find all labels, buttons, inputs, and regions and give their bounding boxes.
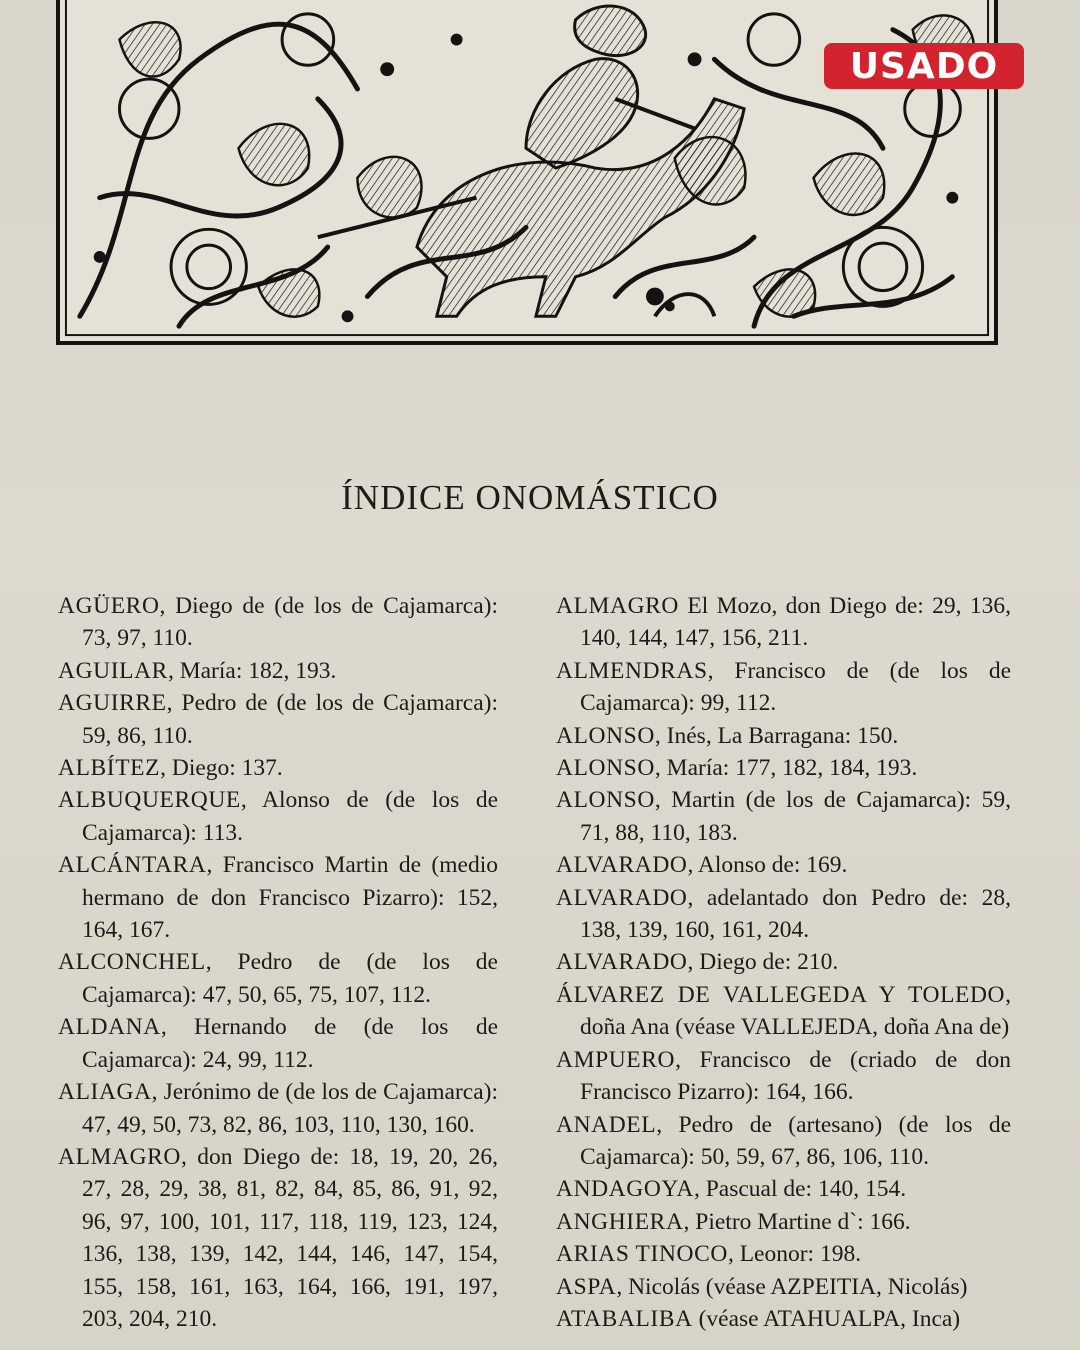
index-entry	[58, 1141, 498, 1335]
entry-surname: ALCONCHEL	[58, 949, 206, 976]
index-entry	[58, 849, 498, 946]
entry-surname: ASPA	[556, 1273, 617, 1300]
entry-surname: ALONSO	[556, 755, 655, 782]
entry-surname: ANGHIERA	[556, 1208, 684, 1235]
entry-surname: ALMAGRO	[58, 1143, 182, 1170]
page-title: ÍNDICE ONOMÁSTICO	[341, 478, 719, 517]
index-entry	[556, 1109, 1011, 1174]
entry-surname: AMPUERO	[556, 1046, 676, 1073]
entry-details: , Nicolás (véase AZPEITIA, Nicolás)	[616, 1273, 968, 1300]
index-entry	[556, 979, 1011, 1044]
index-entry	[556, 946, 1011, 978]
entry-details: , doña Ana (véase VALLEJEDA, doña Ana de)	[580, 981, 1011, 1041]
used-condition-badge: USADO	[824, 43, 1024, 89]
entry-details: , Jerónimo de (de los de Cajamarca): 47, 49, 50, 73, 82, 86, 103, 110, 130, 160.	[82, 1079, 498, 1138]
entry-details: , Pietro Martine d`: 166.	[683, 1208, 911, 1235]
index-entry	[556, 849, 1011, 881]
entry-details: , Diego: 137.	[160, 755, 283, 782]
index-column-right	[556, 590, 1011, 1335]
index-entry	[556, 1206, 1011, 1238]
entry-surname: ALDANA	[58, 1014, 161, 1041]
index-entry	[556, 752, 1011, 784]
entry-details: , María: 182, 193.	[167, 657, 337, 684]
entry-surname: AGÜERO	[58, 593, 160, 619]
index-entry	[556, 1238, 1011, 1270]
entry-details: , Diego de: 210.	[687, 949, 839, 976]
entry-details: , Alonso de (de los de Cajamarca): 113.	[82, 787, 498, 846]
entry-details: , Francisco Martin de (medio hermano de don Francisco Pizarro): 152, 164, 167.	[82, 852, 498, 944]
entry-details: , Alonso de: 169.	[687, 852, 848, 879]
entry-details: , María: 177, 182, 184, 193.	[654, 755, 918, 782]
entry-details: , Hernando de (de los de Cajamarca): 24, 99, 112.	[82, 1014, 498, 1073]
entry-surname: ALBUQUERQUE	[58, 787, 241, 814]
entry-details: , Pedro de (de los de Cajamarca): 59, 86, 110.	[82, 690, 498, 749]
entry-details: , Leonor: 198.	[727, 1241, 862, 1268]
entry-surname: ALVARADO	[556, 949, 688, 976]
index-entry	[556, 590, 1011, 655]
entry-surname: ALVARADO	[556, 884, 688, 911]
index-entry	[58, 687, 498, 752]
entry-surname: AGUILAR	[58, 657, 168, 684]
index-entry	[556, 720, 1011, 752]
entry-surname: ALONSO	[556, 722, 655, 749]
entry-surname: ALMENDRAS	[556, 657, 708, 684]
index-entry	[58, 946, 498, 1011]
entry-surname: ALMAGRO	[556, 593, 680, 619]
entry-details: , Francisco de (criado de don Francisco Pizarro): 164, 166.	[580, 1046, 1011, 1106]
entry-details: , Martin (de los de Cajamarca): 59, 71, 88, 110, 183.	[580, 787, 1011, 846]
entry-surname: ALIAGA	[58, 1079, 152, 1106]
entry-details: , don Diego de: 18, 19, 20, 26, 27, 28, 29, 38, 81, 82, 84, 85, 86, 91, 92, 96, 97, 100, 101, 117, 118, 119, 123, 124, 136, 138, 139, 142, 144, 146, 147, 154, 155, 158, 161, 163, 164, 166, 191, 197, 203, 204, 210.	[82, 1143, 498, 1332]
entry-surname: ÁLVAREZ DE VALLEGEDA Y TOLEDO	[556, 981, 1006, 1008]
index-entry	[58, 1011, 498, 1076]
entry-surname: ANDAGOYA	[556, 1176, 694, 1203]
entry-details: , Diego de (de los de Cajamarca): 73, 97, 110.	[82, 593, 498, 652]
entry-details: , Francisco de (de los de Cajamarca): 99, 112.	[580, 657, 1011, 717]
index-entry	[556, 1271, 1011, 1303]
index-column-left	[58, 590, 498, 1335]
entry-surname: ANADEL	[556, 1111, 657, 1138]
index-entry	[58, 784, 498, 849]
index-entry	[556, 1044, 1011, 1109]
entry-details: , Pedro de (de los de Cajamarca): 47, 50, 65, 75, 107, 112.	[82, 949, 498, 1008]
index-entry	[556, 1173, 1011, 1205]
index-entry	[58, 752, 498, 784]
entry-surname: ALBÍTEZ	[58, 755, 161, 782]
index-entry	[58, 655, 498, 687]
entry-details: (véase ATAHUALPA, Inca)	[692, 1305, 961, 1332]
entry-details: , Pascual de: 140, 154.	[693, 1176, 907, 1203]
entry-surname: ARIAS TINOCO	[556, 1241, 728, 1268]
entry-details: , adelantado don Pedro de: 28, 138, 139, 160, 161, 204.	[580, 884, 1011, 944]
index-entry	[556, 882, 1011, 947]
entry-details: , Pedro de (artesano) (de los de Cajamarca): 50, 59, 67, 86, 106, 110.	[580, 1111, 1011, 1170]
index-entry	[58, 590, 498, 655]
index-entry	[556, 784, 1011, 849]
entry-surname: ALCÁNTARA	[58, 852, 207, 879]
entry-surname: ALVARADO	[556, 852, 688, 879]
index-entry	[556, 1303, 1011, 1335]
entry-details: El Mozo, don Diego de: 29, 136, 140, 144, 147, 156, 211.	[580, 593, 1011, 652]
entry-surname: ALONSO	[556, 787, 655, 814]
entry-surname: AGUIRRE	[58, 690, 167, 717]
index-entry	[58, 1076, 498, 1141]
index-entry	[556, 655, 1011, 720]
entry-surname: ATABALIBA	[556, 1305, 693, 1332]
entry-details: , Inés, La Barragana: 150.	[654, 722, 899, 749]
